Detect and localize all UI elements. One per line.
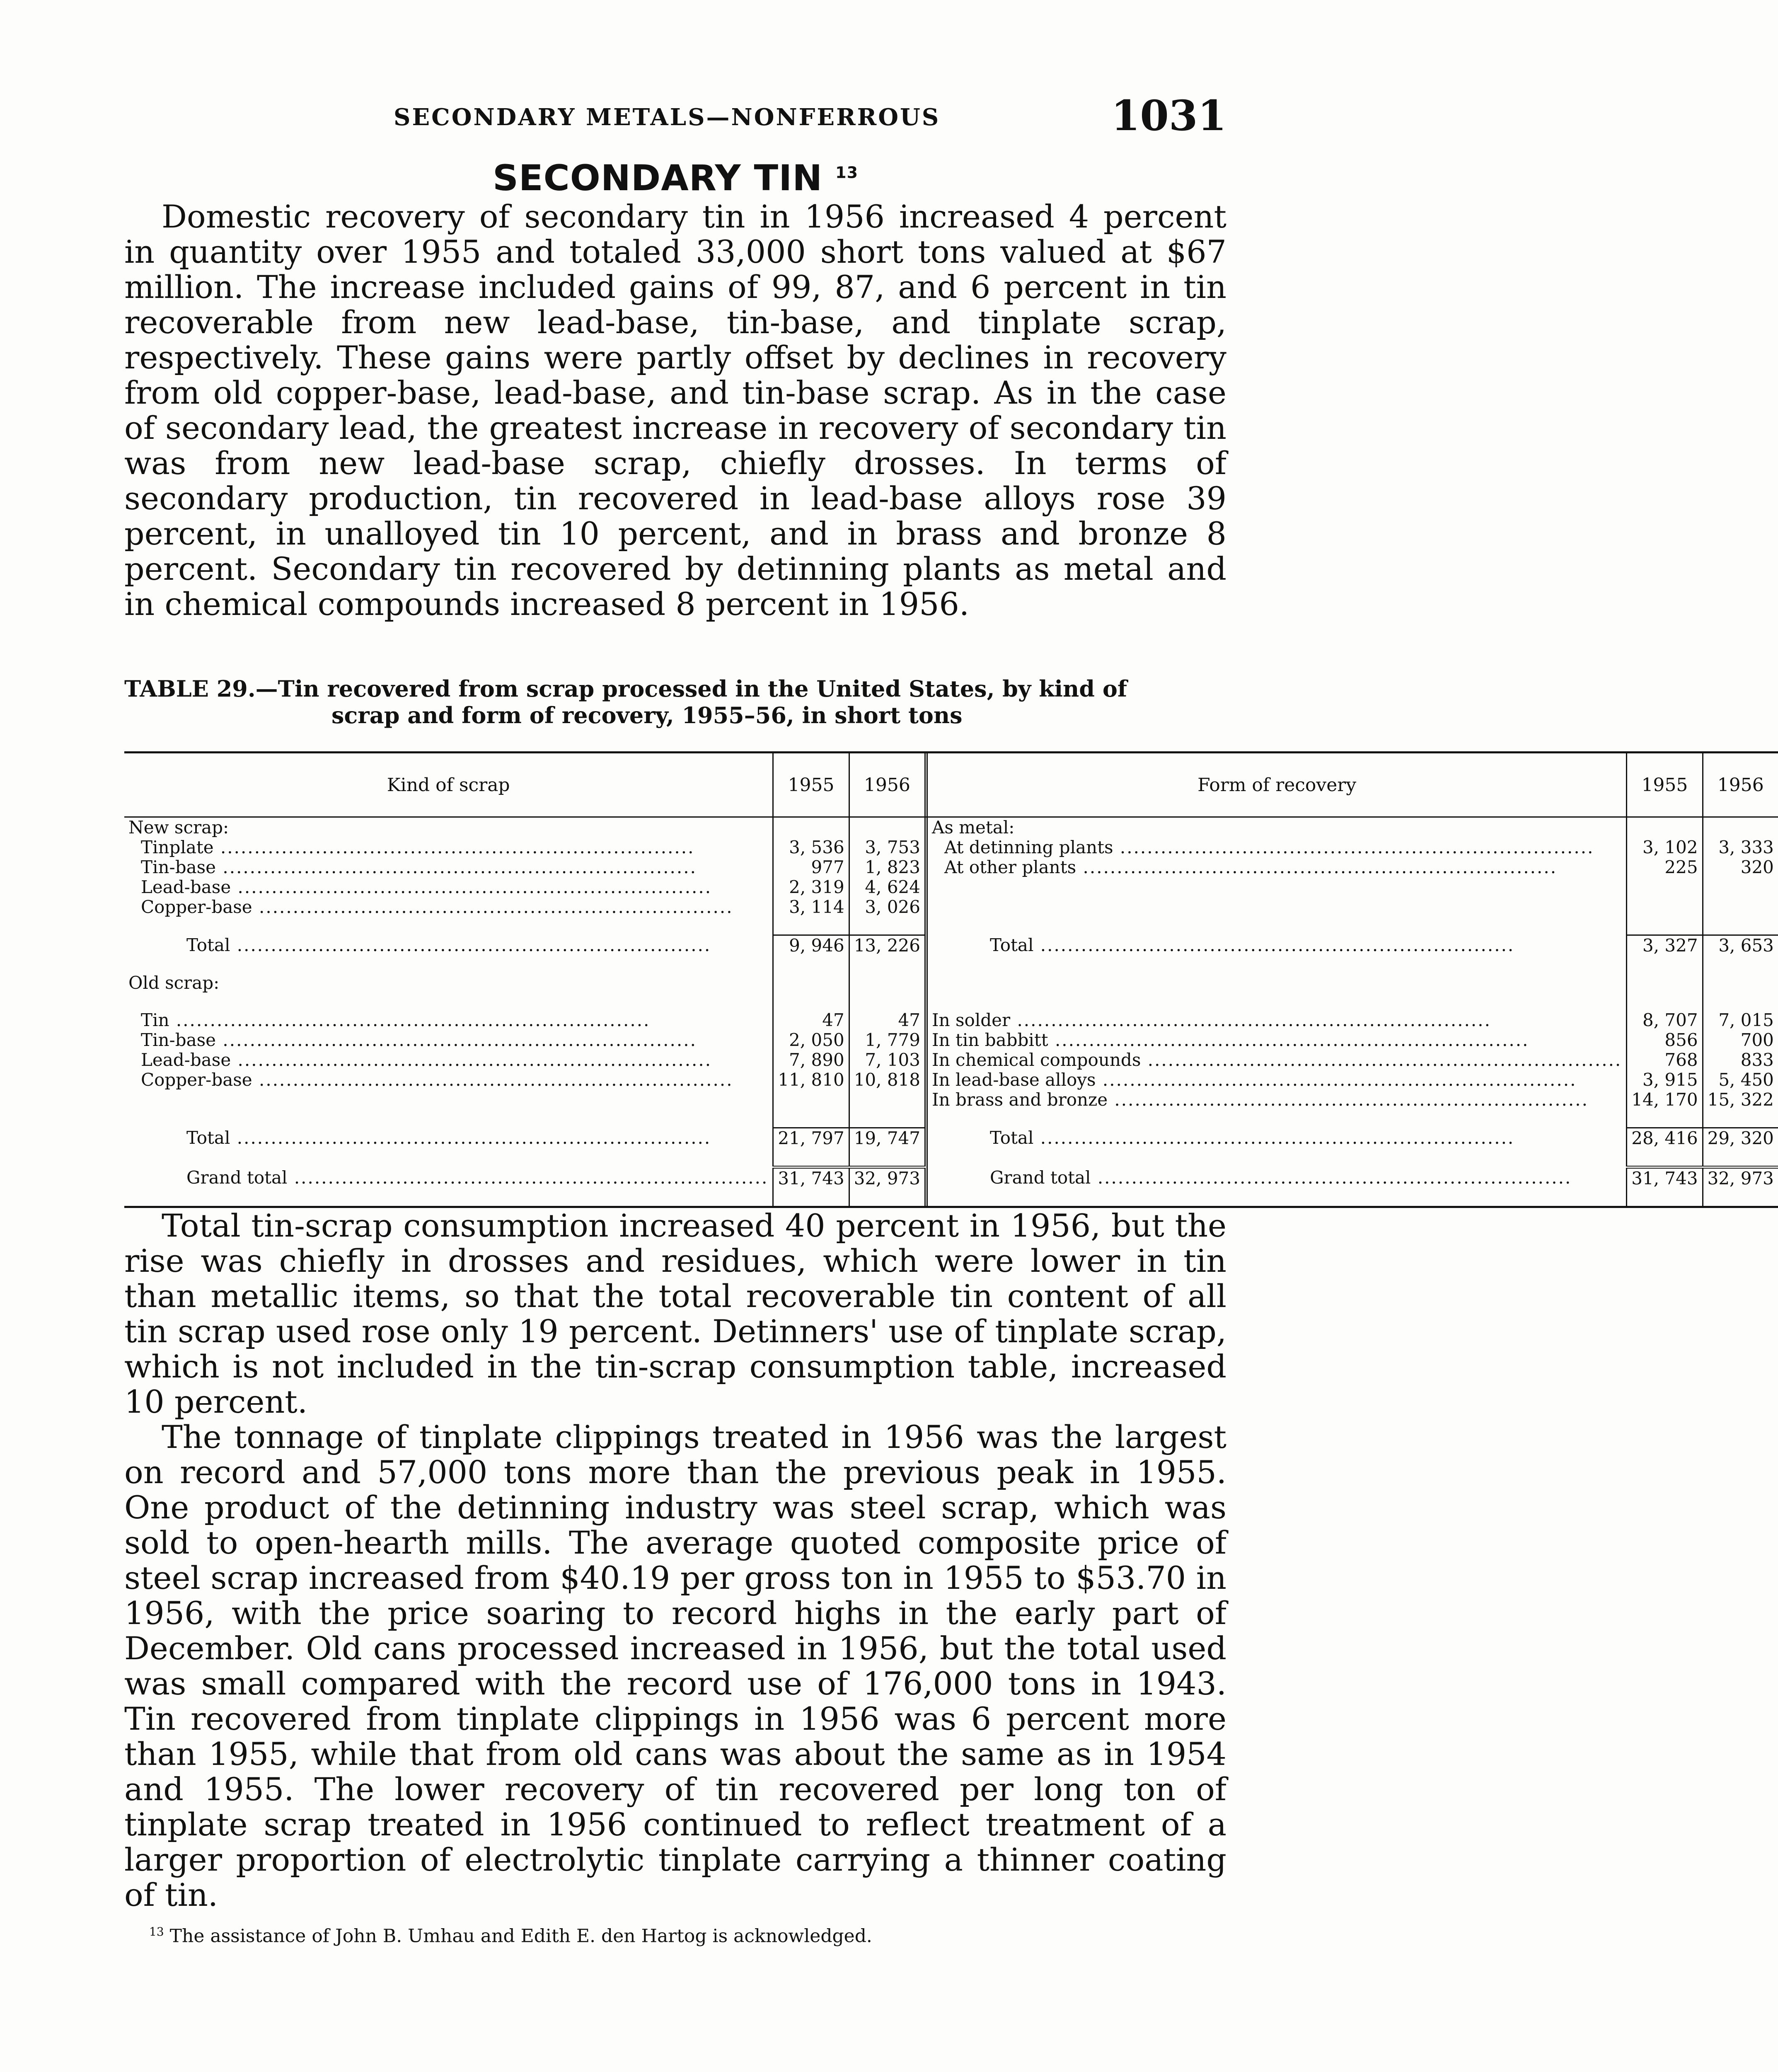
header-1955-right: 1955 — [1627, 753, 1703, 817]
table-row — [124, 817, 1778, 838]
table-row — [124, 877, 1778, 897]
scrap-kind-cell: Old scrap: — [128, 973, 220, 993]
recovery-form-cell: Total ..... — [927, 1128, 1627, 1149]
value-1955-right: 768 — [1627, 1050, 1703, 1070]
recovery-form-cell: Grand total ..... — [927, 1167, 1627, 1189]
value-1955-right: 3, 915 — [1627, 1070, 1703, 1090]
table-row — [124, 1070, 1778, 1090]
value-1955-left — [773, 817, 849, 838]
table-row — [124, 1128, 1778, 1149]
header-kind-of-scrap: Kind of scrap — [124, 753, 773, 817]
table-row — [124, 857, 1778, 877]
value-1955-left: 3, 536 — [773, 838, 849, 857]
scrap-kind-cell: Copper-base ..... — [124, 897, 773, 917]
value-1956-left: 32, 973 — [849, 1167, 925, 1189]
value-1955-left — [773, 1090, 849, 1110]
tin-recovery-table — [124, 751, 1778, 1208]
intro-paragraph: Domestic recovery of secondary tin in 1956 increased 4 percent in quantity over 1955 and totaled 33,000 short tons valued at $67 million. The increase included gains of 99, 87, and 6 percent in tin recoverable from new lead-base, tin-base, and tinplate scrap, respectively. These gains were partly offset by declines in recovery from old copper-base, lead-base, and tin-base scrap. As in the case of secondary lead, the greatest increase in recovery of secondary tin was from new lead-base scrap, chiefly drosses. In terms of secondary production, tin recovered in lead-base alloys rose 39 percent, in unalloyed tin 10 percent, and in brass and bronze 8 percent. Secondary tin recovered by detinning plants as metal and in chemical compounds increased 8 percent in 1956. — [124, 198, 1226, 622]
running-head — [124, 91, 1226, 141]
recovery-form-cell: As metal: — [927, 817, 1627, 838]
value-1956-left — [849, 973, 925, 993]
value-1955-right: 14, 170 — [1627, 1090, 1703, 1110]
value-1955-left: 31, 743 — [773, 1167, 849, 1189]
scrap-kind-cell: Total ..... — [124, 935, 773, 956]
value-1956-left: 3, 026 — [849, 897, 925, 917]
value-1956-left — [849, 1090, 925, 1110]
table-row — [124, 1167, 1778, 1189]
value-1956-left: 13, 226 — [849, 935, 925, 956]
scrap-kind-cell: Tin ..... — [124, 1010, 773, 1030]
value-1955-right: 3, 102 — [1627, 838, 1703, 857]
footnote-text: The assistance of John B. Umhau and Edith E. den Hartog is acknowledged. — [169, 1925, 872, 1947]
header-form-of-recovery: Form of recovery — [927, 753, 1627, 817]
value-1956-right — [1703, 897, 1778, 917]
value-1956-left: 1, 823 — [849, 857, 925, 877]
scrap-kind-cell: New scrap: — [128, 817, 229, 838]
recovery-form-cell — [927, 897, 1627, 917]
recovery-form-cell: At detinning plants ..... — [927, 838, 1627, 857]
table-row — [124, 897, 1778, 917]
recovery-form-cell: Total ..... — [927, 935, 1627, 956]
value-1956-right: 5, 450 — [1703, 1070, 1778, 1090]
scrap-kind-cell: Lead-base ..... — [124, 877, 773, 897]
value-1955-left: 7, 890 — [773, 1050, 849, 1070]
value-1955-right — [1627, 973, 1703, 993]
value-1955-right: 225 — [1627, 857, 1703, 877]
value-1956-right: 29, 320 — [1703, 1128, 1778, 1149]
value-1955-right — [1627, 897, 1703, 917]
value-1956-right: 3, 333 — [1703, 838, 1778, 857]
value-1955-right: 856 — [1627, 1030, 1703, 1050]
value-1955-right: 28, 416 — [1627, 1128, 1703, 1149]
value-1955-right: 3, 327 — [1627, 935, 1703, 956]
value-1956-right: 700 — [1703, 1030, 1778, 1050]
value-1956-left: 3, 753 — [849, 838, 925, 857]
table-caption-line2: scrap and form of recovery, 1955–56, in short tons — [331, 702, 963, 729]
scrap-kind-cell: Total ..... — [124, 1128, 773, 1149]
value-1955-left: 11, 810 — [773, 1070, 849, 1090]
value-1955-left: 47 — [773, 1010, 849, 1030]
table-row — [124, 1090, 1778, 1110]
scrap-kind-cell: Tinplate ..... — [124, 838, 773, 857]
table-row — [124, 838, 1778, 857]
value-1955-right — [1627, 817, 1703, 838]
paragraph-3: The tonnage of tinplate clippings treated in 1956 was the largest on record and 57,000 tons more than the previous peak in 1955. One product of the detinning industry was steel scrap, which was sold to open-hearth mills. The average quoted composite price of steel scrap increased from $40.19 per gross ton in 1955 to $53.70 in 1956, with the price soaring to record highs in the early part of December. Old cans processed increased in 1956, but the total used was small compared with the record use of 176,000 tons in 1943. Tin recovered from tinplate clippings in 1956 was 6 percent more than 1955, while that from old cans was about the same as in 1954 and 1955. The lower recovery of tin recovered per long ton of tinplate scrap treated in 1956 continued to reflect treatment of a larger proportion of electrolytic tinplate carrying a thinner coating of tin. — [124, 1418, 1226, 1913]
value-1956-right — [1703, 877, 1778, 897]
value-1956-right: 320 — [1703, 857, 1778, 877]
value-1956-left: 7, 103 — [849, 1050, 925, 1070]
value-1956-right: 3, 653 — [1703, 935, 1778, 956]
header-1955-left: 1955 — [773, 753, 849, 817]
recovery-form-cell: In chemical compounds ..... — [927, 1050, 1627, 1070]
table-row — [124, 1050, 1778, 1070]
recovery-form-cell: In brass and bronze ..... — [927, 1090, 1627, 1110]
recovery-form-cell: At other plants ..... — [927, 857, 1627, 877]
value-1956-right — [1703, 973, 1778, 993]
value-1956-right: 833 — [1703, 1050, 1778, 1070]
value-1955-left: 2, 319 — [773, 877, 849, 897]
value-1955-right — [1627, 877, 1703, 897]
value-1956-right: 15, 322 — [1703, 1090, 1778, 1110]
header-1956-right: 1956 — [1703, 753, 1778, 817]
table-row — [124, 1030, 1778, 1050]
table-row — [124, 1010, 1778, 1030]
footnote-ref: 13 — [835, 163, 859, 182]
value-1956-left: 10, 818 — [849, 1070, 925, 1090]
section-title — [124, 157, 1226, 199]
value-1955-left — [773, 973, 849, 993]
recovery-form-cell — [927, 973, 1627, 993]
value-1955-left: 9, 946 — [773, 935, 849, 956]
recovery-form-cell — [927, 877, 1627, 897]
value-1956-right: 7, 015 — [1703, 1010, 1778, 1030]
page-number: 1031 — [1111, 91, 1226, 140]
recovery-form-cell: In solder ..... — [927, 1010, 1627, 1030]
value-1955-right: 31, 743 — [1627, 1167, 1703, 1189]
value-1956-right: 32, 973 — [1703, 1167, 1778, 1189]
recovery-form-cell: In lead-base alloys ..... — [927, 1070, 1627, 1090]
paragraph-2: Total tin-scrap consumption increased 40 percent in 1956, but the rise was chiefly in drosses and residues, which were lower in tin than metallic items, so that the total recoverable tin content of all tin scrap used rose only 19 percent. Detinners' use of tinplate scrap, which is not included in the tin-scrap consumption table, increased 10 percent. — [124, 1207, 1226, 1420]
table-row — [124, 935, 1778, 956]
value-1955-right: 8, 707 — [1627, 1010, 1703, 1030]
scrap-kind-cell — [124, 1090, 773, 1110]
value-1956-left: 1, 779 — [849, 1030, 925, 1050]
value-1955-left: 977 — [773, 857, 849, 877]
value-1956-left: 4, 624 — [849, 877, 925, 897]
scrap-kind-cell: Lead-base ..... — [124, 1050, 773, 1070]
table-caption — [124, 675, 1226, 729]
value-1956-right — [1703, 817, 1778, 838]
scrap-kind-cell: Tin-base ..... — [124, 1030, 773, 1050]
value-1955-left: 2, 050 — [773, 1030, 849, 1050]
scrap-kind-cell: Grand total ..... — [124, 1167, 773, 1189]
scrap-kind-cell: Copper-base ..... — [124, 1070, 773, 1090]
value-1956-left: 47 — [849, 1010, 925, 1030]
footnote-marker: 13 — [149, 1925, 164, 1939]
scrap-kind-cell: Tin-base ..... — [124, 857, 773, 877]
table-row — [124, 973, 1778, 993]
value-1956-left: 19, 747 — [849, 1128, 925, 1149]
value-1956-left — [849, 817, 925, 838]
header-1956-left: 1956 — [849, 753, 925, 817]
value-1955-left: 3, 114 — [773, 897, 849, 917]
running-title: SECONDARY METALS—NONFERROUS — [394, 104, 941, 131]
table-body — [124, 817, 1778, 1207]
table-caption-line1: TABLE 29.—Tin recovered from scrap processed in the United States, by kind of — [124, 675, 1127, 702]
footnote — [124, 1925, 1226, 1947]
page — [124, 91, 1774, 1947]
recovery-form-cell: In tin babbitt ..... — [927, 1030, 1627, 1050]
value-1955-left: 21, 797 — [773, 1128, 849, 1149]
section-title-text: SECONDARY TIN — [492, 157, 823, 199]
